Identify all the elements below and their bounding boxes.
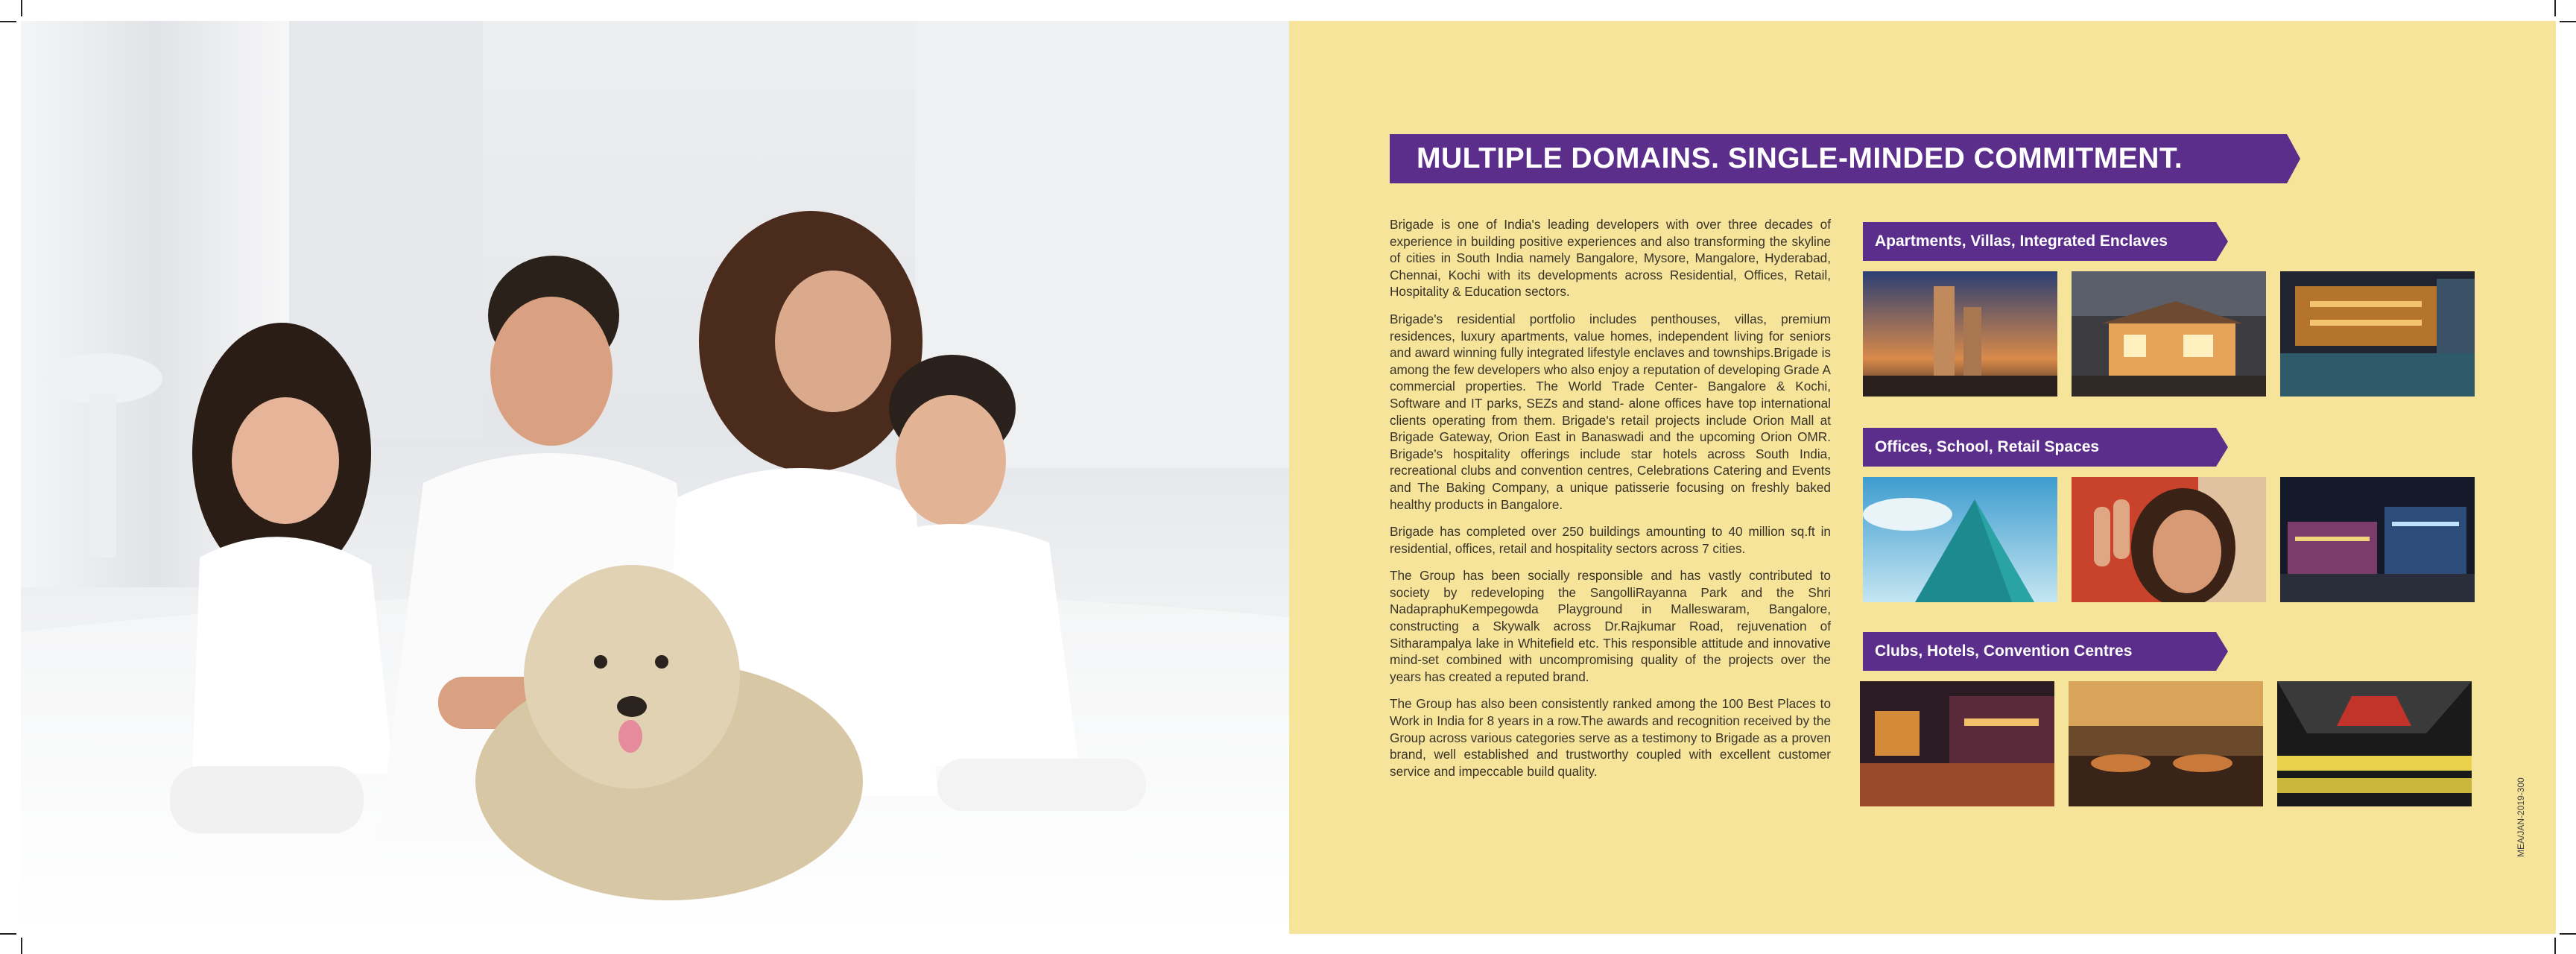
thumb-enclave	[2280, 271, 2475, 397]
section-title: Clubs, Hotels, Convention Centres	[1875, 642, 2133, 660]
thumb-convention-hall	[2277, 681, 2472, 806]
headline-banner	[1390, 134, 2300, 183]
document-code	[2516, 845, 2531, 857]
body-copy	[1390, 216, 1831, 790]
crop-mark	[21, 0, 22, 16]
crop-mark	[2560, 933, 2576, 935]
content-panel	[1289, 21, 2556, 934]
section-title: Offices, School, Retail Spaces	[1875, 438, 2100, 455]
page-title: MULTIPLE DOMAINS. SINGLE-MINDED COMMITMENT.	[1417, 142, 2183, 174]
section-title: Apartments, Villas, Integrated Enclaves	[1875, 233, 2168, 250]
body-paragraph: The Group has been socially responsible and has vastly contributed to society by redeveloping the SangolliRayanna Park and the Shri NadapraphuKempegowda Playground in Malleswaram, Bangalore, constructing a Skywalk across Dr.Rajkumar Road, rejuvenation of Sitharampalya lake in Whitefield etc. This responsible attitude and innovative mind-set combined with uncompromising quality of the projects over the years has created a reputed brand.	[1390, 568, 1831, 684]
section-banner-offices	[1863, 428, 2228, 467]
thumb-club	[1860, 681, 2054, 806]
thumb-villa	[2072, 271, 2266, 397]
section-banner-apartments	[1863, 222, 2228, 261]
body-paragraph: Brigade has completed over 250 buildings amounting to 40 million sq.ft in residential, offices, retail and hospitality sectors across 7 cities.	[1390, 524, 1831, 556]
thumb-twin-towers	[1863, 271, 2057, 397]
crop-mark	[0, 21, 16, 22]
body-paragraph: Brigade is one of India's leading developers with over three decades of experience in building positive experiences and also transforming the skyline of cities in South India namely Bangalore, Mysore, Mangalore, Hyderabad, Chennai, Kochi with its developments across Residential, Offices, Retail, Hospitality & Education sectors.	[1390, 217, 1831, 300]
thumb-office-tower	[1863, 477, 2057, 602]
family-photo	[21, 21, 1289, 934]
crop-mark	[2554, 938, 2556, 954]
thumb-mall	[2280, 477, 2475, 602]
crop-mark	[2560, 21, 2576, 22]
body-paragraph: The Group has also been consistently ranked among the 100 Best Places to Work in India for 8 years in a row.The awards and recognition received by the Group across various categories serve as a testimony to Brigade as a proven brand, well established and trustworthy coupled with excellent customer service and impeccable build quality.	[1390, 696, 1831, 779]
thumb-girl-peace	[2072, 477, 2266, 602]
crop-mark	[21, 938, 22, 954]
crop-mark	[2554, 0, 2556, 16]
section-banner-clubs	[1863, 632, 2228, 671]
body-paragraph: Brigade's residential portfolio includes penthouses, villas, premium residences, luxury apartments, value homes, independent living for seniors and award winning fully integrated lifestyle enclaves and townships.Brigade is among the few developers who also enjoy a reputation of developing Grade A commercial properties. The World Trade Center- Bangalore & Kochi, Software and IT parks, SEZs and stand- alone offices have top international clients operating from them. Brigade's retail projects include Orion Mall at Brigade Gateway, Orion East in Banaswadi and the upcoming Orion OMR. Brigade's hospitality offerings include star hotels across South India, recreational clubs and convention centres, Celebrations Catering and Events and The Baking Company, a unique patisserie focusing on freshly baked healthy products in Bangalore.	[1390, 311, 1831, 512]
crop-mark	[0, 933, 16, 935]
thumb-restaurant	[2069, 681, 2263, 806]
